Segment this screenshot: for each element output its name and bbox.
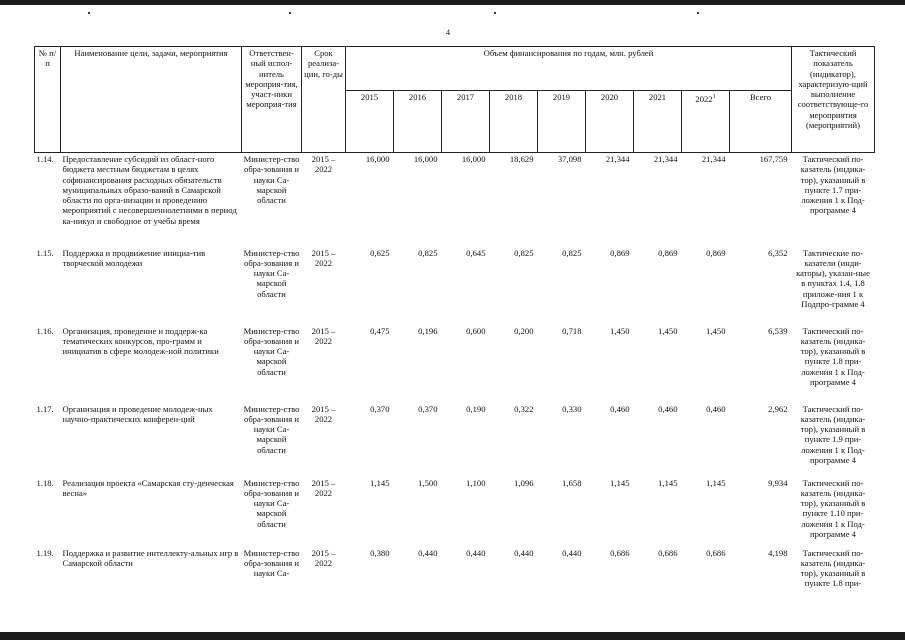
scan-dot	[88, 12, 90, 14]
row-total: 9,934	[768, 477, 788, 488]
row-total: 4,198	[768, 547, 788, 558]
row-value: 1,450	[706, 325, 726, 336]
table-row	[35, 325, 875, 403]
header-financing: Объем финансирования по годам, млн. рублей	[346, 47, 792, 91]
header-year: 2015	[346, 91, 394, 153]
header-year-2022	[682, 91, 730, 153]
row-name: Организация и проведение молодеж-ных научно-практических конферен-ций	[62, 403, 213, 424]
year-label: 2022	[695, 93, 713, 104]
row-value: 16,000	[461, 154, 486, 164]
scan-dot	[289, 12, 291, 14]
scan-dot	[494, 12, 496, 14]
row-value: 0,718	[562, 325, 582, 336]
row-responsible: Министер-ство обра-зования и науки Са-марской области	[243, 477, 300, 529]
row-value: 21,344	[605, 154, 630, 164]
header-year: 2017	[442, 91, 490, 153]
row-index: 1.18.	[36, 477, 54, 488]
header-year: 2021	[634, 91, 682, 153]
header-num: № п/п	[35, 47, 61, 153]
row-value: 0,686	[658, 547, 678, 558]
table-row	[35, 247, 875, 325]
row-responsible: Министер-ство обра-зования и науки Са-марской области	[243, 247, 300, 299]
row-value: 0,600	[466, 325, 486, 336]
row-value: 0,440	[418, 547, 438, 558]
row-value: 0,330	[562, 403, 582, 414]
row-value: 0,440	[514, 547, 534, 558]
row-index: 1.16.	[36, 325, 54, 336]
row-value: 0,869	[610, 247, 630, 258]
financing-table	[34, 46, 875, 631]
row-responsible: Министер-ство обра-зования и науки Са-	[243, 547, 300, 579]
header-total: Всего	[730, 91, 792, 153]
row-value: 1,100	[466, 477, 486, 488]
row-name: Поддержка и развитие интеллекту-альных игр в Самарской области	[62, 547, 239, 568]
row-index: 1.14.	[36, 154, 54, 164]
table-row	[35, 153, 875, 247]
row-value: 0,686	[706, 547, 726, 558]
row-term: 2015 – 2022	[311, 325, 336, 346]
row-value: 0,460	[706, 403, 726, 414]
row-name: Предоставление субсидий из област-ного бюджета местным бюджетам в целях софинансирования расходных обязательств муниципальных образо-ваний в Самарской области по орга-низации и проведению мероприятий с несовершеннолетними в период ка-никул и свободное от учебы время	[62, 154, 237, 226]
row-term: 2015 – 2022	[311, 154, 336, 175]
scan-bottom-border	[0, 632, 905, 640]
row-index: 1.19.	[36, 547, 54, 558]
row-index: 1.15.	[36, 247, 54, 258]
row-value: 1,658	[562, 477, 582, 488]
row-value: 1,096	[514, 477, 534, 488]
row-value: 0,825	[418, 247, 438, 258]
row-term: 2015 – 2022	[311, 547, 336, 568]
table-row	[35, 547, 875, 631]
header-year: 2016	[394, 91, 442, 153]
row-value: 37,098	[557, 154, 582, 164]
row-value: 21,344	[701, 154, 726, 164]
row-value: 0,825	[514, 247, 534, 258]
row-value: 16,000	[365, 154, 390, 164]
header-responsible: Ответствен-ный испол-нитель мероприя-тия, участ-ники мероприя-тия	[242, 47, 302, 153]
table-row	[35, 477, 875, 547]
row-responsible: Министер-ство обра-зования и науки Са-марской области	[243, 154, 300, 206]
row-indicator: Тактические по-казатели (инди-каторы), указан-ные в пунктах 1.4, 1.8 приложе-ния 1 к Подпро-грамме 4	[796, 247, 870, 309]
row-value: 0,370	[418, 403, 438, 414]
row-value: 0,825	[562, 247, 582, 258]
row-indicator: Тактический по-казатель (индика-тор), указанный в пункте 1.7 при-ложения 1 к Под-программе 4	[800, 154, 866, 216]
row-value: 1,145	[706, 477, 726, 488]
table-body	[35, 153, 875, 631]
row-value: 1,145	[658, 477, 678, 488]
row-indicator: Тактический по-казатель (индика-тор), указанный в пункте 1.8 при-ложения 1 к Под-программе 4	[800, 325, 866, 387]
row-value: 1,450	[610, 325, 630, 336]
table-row	[35, 403, 875, 477]
row-indicator: Тактический по-казатель (индика-тор), указанный в пункте 1.9 при-ложения 1 к Под-программе 4	[800, 403, 866, 465]
header-term: Срок реализа-ции, го-ды	[302, 47, 346, 153]
header-year: 2018	[490, 91, 538, 153]
row-value: 0,322	[514, 403, 534, 414]
row-value: 0,645	[466, 247, 486, 258]
row-responsible: Министер-ство обра-зования и науки Са-марской области	[243, 325, 300, 377]
row-term: 2015 – 2022	[311, 247, 336, 268]
row-value: 1,145	[370, 477, 390, 488]
row-value: 18,629	[509, 154, 534, 164]
row-name: Поддержка и продвижение инициа-тив творческой молодежи	[62, 247, 206, 268]
row-value: 0,460	[610, 403, 630, 414]
scan-top-border	[0, 0, 905, 5]
row-term: 2015 – 2022	[311, 403, 336, 424]
row-name: Реализация проекта «Самарская сту-денческая весна»	[62, 477, 234, 498]
row-total: 6,352	[768, 247, 788, 258]
document-sheet	[34, 46, 875, 631]
row-value: 0,869	[658, 247, 678, 258]
row-term: 2015 – 2022	[311, 477, 336, 498]
row-total: 2,962	[768, 403, 788, 414]
row-total: 167,759	[759, 154, 788, 164]
row-value: 1,500	[418, 477, 438, 488]
header-name: Наименование цели, задачи, мероприятия	[61, 47, 242, 153]
row-value: 0,869	[706, 247, 726, 258]
year-footnote-mark: 1	[712, 94, 716, 100]
row-value: 0,370	[370, 403, 390, 414]
row-indicator: Тактический по-казатель (индика-тор), указанный в пункте 1.8 при-	[800, 547, 866, 589]
row-value: 0,196	[418, 325, 438, 336]
row-value: 0,380	[370, 547, 390, 558]
page-number: 4	[446, 28, 450, 37]
row-value: 0,190	[466, 403, 486, 414]
row-value: 0,440	[562, 547, 582, 558]
row-value: 21,344	[653, 154, 678, 164]
scan-dot	[697, 12, 699, 14]
row-value: 16,000	[413, 154, 438, 164]
row-responsible: Министер-ство обра-зования и науки Са-марской области	[243, 403, 300, 455]
row-value: 0,475	[370, 325, 390, 336]
row-value: 1,450	[658, 325, 678, 336]
row-value: 0,625	[370, 247, 390, 258]
header-indicator: Тактический показатель (индикатор), характеризую-щий выполнение соответствующе-го мероприятия (мероприятий)	[792, 47, 875, 153]
row-index: 1.17.	[36, 403, 54, 414]
row-indicator: Тактический по-казатель (индика-тор), указанный в пункте 1.10 при-ложения 1 к Под-программе 4	[800, 477, 866, 539]
header-year: 2020	[586, 91, 634, 153]
row-value: 0,200	[514, 325, 534, 336]
row-value: 0,460	[658, 403, 678, 414]
row-value: 0,686	[610, 547, 630, 558]
row-value: 1,145	[610, 477, 630, 488]
row-name: Организация, проведение и поддерж-ка тематических конкурсов, про-грамм и инициатив в сфере молодеж-ной политики	[62, 325, 219, 357]
row-value: 0,440	[466, 547, 486, 558]
header-year: 2019	[538, 91, 586, 153]
row-total: 6,539	[768, 325, 788, 336]
